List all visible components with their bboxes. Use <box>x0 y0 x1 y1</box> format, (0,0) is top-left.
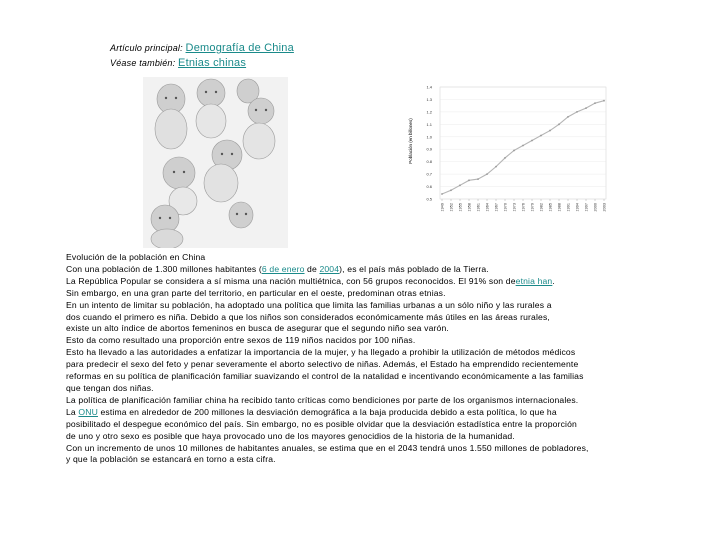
chart-data-point <box>513 150 515 152</box>
body-line: para predecir el sexo del feto y penar severamente el aborto selectivo de niñas. Además, el Estado ha emprendido recientemente <box>66 359 579 370</box>
chart-data-point <box>495 166 497 168</box>
chart-x-tick-label: 1949 <box>440 203 445 212</box>
chart-x-tick-label: 1988 <box>557 203 562 212</box>
article-body <box>66 252 666 466</box>
body-line: La política de planificación familiar china ha recibido tanto críticas como bendiciones por parte de los organismos internacionales. <box>66 394 579 405</box>
chart-data-point <box>603 100 605 102</box>
chart-y-tick-label: 0.8 <box>426 159 432 165</box>
body-line: Esto ha llevado a las autoridades a enfatizar la importancia de la mujer, y ha llegado a prohibir la utilización de métodos médicos <box>66 347 576 358</box>
chart-x-tick-label: 2003 <box>602 203 607 212</box>
chart-y-tick-label: 0.9 <box>426 146 432 152</box>
body-line: Sin embargo, en una gran parte del territorio, en particular en el oeste, predominan otras etnias. <box>66 287 446 298</box>
chart-x-tick-label: 2000 <box>593 203 598 212</box>
chart-data-point <box>594 102 596 104</box>
see-also-link[interactable]: Etnias chinas <box>178 57 247 69</box>
chart-x-tick-label: 1997 <box>584 203 589 212</box>
chart-data-point <box>459 184 461 186</box>
chart-x-tick-label: 1976 <box>521 203 526 212</box>
chart-x-tick-label: 1979 <box>530 203 535 212</box>
babies-photo <box>143 77 288 248</box>
chart-y-tick-label: 1.1 <box>426 121 432 127</box>
body-line: de uno y otro sexo es posible que haya provocado uno de los mayores genocidios de la historia de la humanidad. <box>66 430 515 441</box>
year-link[interactable]: 2004 <box>319 263 340 274</box>
chart-x-tick-label: 1961 <box>476 203 481 212</box>
chart-y-tick-label: 1.0 <box>426 134 432 140</box>
chart-x-tick-label: 1967 <box>494 203 499 212</box>
chart-y-axis-label: Población (en billones) <box>408 118 413 164</box>
chart-x-tick-label: 1955 <box>458 203 463 212</box>
chart-x-tick-label: 1952 <box>449 203 454 212</box>
body-line: existe un alto índice de abortos femeninos en busca de asegurar que el segundo niño sea varón. <box>66 323 449 334</box>
chart-data-point <box>477 178 479 180</box>
chart-data-point <box>585 107 587 109</box>
main-article-label: Artículo principal: <box>110 43 183 53</box>
chart-x-tick-label: 1985 <box>548 203 553 212</box>
chart-y-tick-label: 0.5 <box>426 196 432 202</box>
chart-x-tick-label: 1994 <box>575 203 580 212</box>
chart-data-point <box>531 140 533 142</box>
chart-y-tick-label: 0.7 <box>426 171 432 177</box>
body-line: que tengan dos niñas. <box>66 382 154 393</box>
chart-data-point <box>558 123 560 125</box>
date-link[interactable]: 6 de enero <box>261 263 305 274</box>
han-ethnicity-link[interactable]: etnia han <box>515 275 553 286</box>
body-line: posibilitado el despegue económico del país. Sin embargo, no es posible olvidar que la desviación estadística entre la proporción <box>66 418 577 429</box>
chart-y-tick-label: 0.6 <box>426 184 432 190</box>
see-also-label: Véase también: <box>110 58 176 68</box>
body-line: dos cuando el primero es niña. Debido a que los niños son considerados económicamente más útiles en las áreas rurales, <box>66 311 550 322</box>
chart-x-tick-label: 1973 <box>512 203 517 212</box>
chart-series-line <box>442 101 604 194</box>
chart-data-point <box>450 189 452 191</box>
chart-data-point <box>576 111 578 113</box>
chart-data-point <box>441 193 443 195</box>
body-line: La República Popular se considera a sí misma una nación multiétnica, con 56 grupos reconocidos. El 91% son deetnia han. <box>66 275 555 286</box>
body-line: Esto da como resultado una proporción entre sexos de 119 niños nacidos por 100 niñas. <box>66 335 416 346</box>
chart-data-point <box>468 179 470 181</box>
see-also-note <box>110 57 246 69</box>
chart-y-tick-label: 1.3 <box>426 96 432 102</box>
body-line: reformas en su política de planificación familiar suavizando el control de la natalidad e incentivando económicamente a las familias <box>66 371 584 382</box>
body-line: La ONU estima en alrededor de 200 millones la desviación demográfica a la baja producida debido a esta política, lo que ha <box>66 406 557 417</box>
population-chart <box>406 83 612 213</box>
chart-x-tick-label: 1964 <box>485 203 490 212</box>
chart-data-point <box>522 145 524 147</box>
body-line: En un intento de limitar su población, ha adoptado una política que limita las familias urbanas a un sólo niño y las rurales a <box>66 299 552 310</box>
chart-data-point <box>486 173 488 175</box>
body-line: Con una población de 1.300 millones habitantes (6 de enero de 2004), es el país más poblado de la Tierra. <box>66 263 489 274</box>
body-line: Con un incremento de unos 10 millones de habitantes anuales, se estima que en el 2043 tendrá unos 1.550 millones de pobladores, <box>66 442 589 453</box>
caption-line: Evolución de la población en China <box>66 252 206 262</box>
chart-x-tick-label: 1970 <box>503 203 508 212</box>
chart-data-point <box>504 157 506 159</box>
chart-data-point <box>540 135 542 137</box>
chart-data-point <box>567 116 569 118</box>
main-article-note <box>110 42 294 54</box>
onu-link[interactable]: ONU <box>78 406 98 417</box>
main-article-link[interactable]: Demografía de China <box>185 42 294 54</box>
body-line: y que la población se estancará en torno a esta cifra. <box>66 454 276 465</box>
chart-x-tick-label: 1982 <box>539 203 544 212</box>
chart-y-tick-label: 1.4 <box>426 84 432 90</box>
chart-x-tick-label: 1958 <box>467 203 472 212</box>
chart-data-point <box>549 130 551 132</box>
chart-y-tick-label: 1.2 <box>426 109 432 115</box>
chart-x-tick-label: 1991 <box>566 203 571 212</box>
